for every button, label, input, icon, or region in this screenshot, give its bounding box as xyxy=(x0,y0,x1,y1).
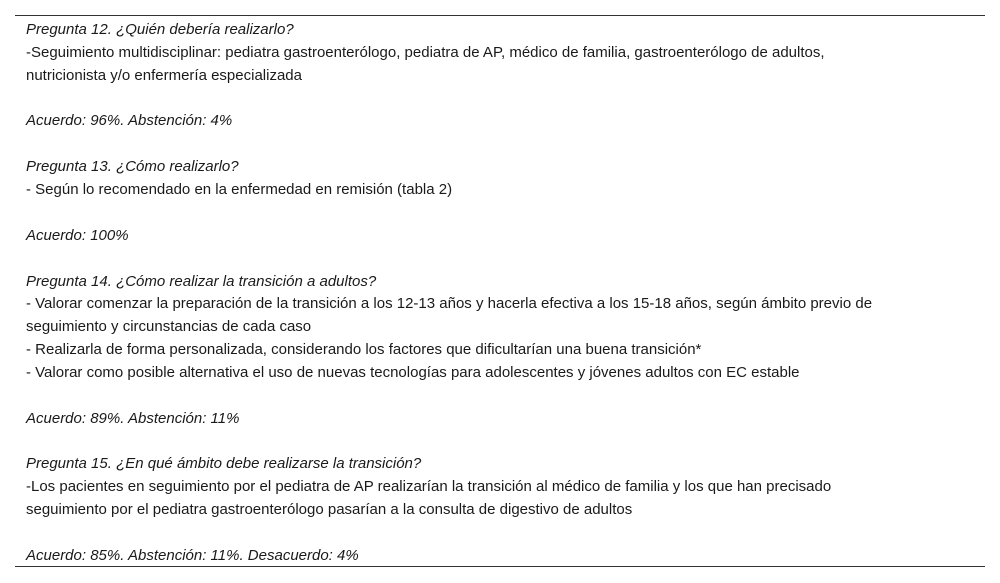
question-14 xyxy=(26,271,976,454)
table-content xyxy=(26,19,976,568)
question-12 xyxy=(26,19,976,156)
answer-line: -Los pacientes en seguimiento por el pediatra de AP realizarían la transición al médico de familia y los que han precisado xyxy=(26,478,832,496)
agreement-result: Acuerdo: 96%. Abstención: 4% xyxy=(26,112,233,130)
answer-line: seguimiento por el pediatra gastroenterólogo pasarían a la consulta de digestivo de adultos xyxy=(26,500,633,518)
answer-line: - Valorar como posible alternativa el uso de nuevas tecnologías para adolescentes y jóvenes adultos con EC estable xyxy=(26,363,800,381)
table-frame xyxy=(15,15,985,567)
answer-line: seguimiento y circunstancias de cada caso xyxy=(26,318,312,336)
question-title: Pregunta 14. ¿Cómo realizar la transición a adultos? xyxy=(26,272,377,290)
answer-line: - Según lo recomendado en la enfermedad en remisión (tabla 2) xyxy=(26,180,453,198)
agreement-result: Acuerdo: 100% xyxy=(26,226,129,244)
question-title: Pregunta 13. ¿Cómo realizarlo? xyxy=(26,158,239,176)
answer-line: - Valorar comenzar la preparación de la transición a los 12-13 años y hacerla efectiva a los 15-18 años, según ámbito previo de xyxy=(26,295,873,313)
question-title: Pregunta 15. ¿En qué ámbito debe realizarse la transición? xyxy=(26,455,422,473)
question-15 xyxy=(26,453,976,567)
question-13 xyxy=(26,156,976,270)
answer-line: - Realizarla de forma personalizada, considerando los factores que dificultarían una buena transición* xyxy=(26,340,702,358)
question-title: Pregunta 12. ¿Quién debería realizarlo? xyxy=(26,21,294,38)
answer-line: nutricionista y/o enfermería especializada xyxy=(26,66,302,84)
agreement-result: Acuerdo: 85%. Abstención: 11%. Desacuerdo: 4% xyxy=(26,546,359,564)
answer-line: -Seguimiento multidisciplinar: pediatra gastroenterólogo, pediatra de AP, médico de familia, gastroenterólogo de adultos, xyxy=(26,43,825,61)
agreement-result: Acuerdo: 89%. Abstención: 11% xyxy=(26,409,240,427)
